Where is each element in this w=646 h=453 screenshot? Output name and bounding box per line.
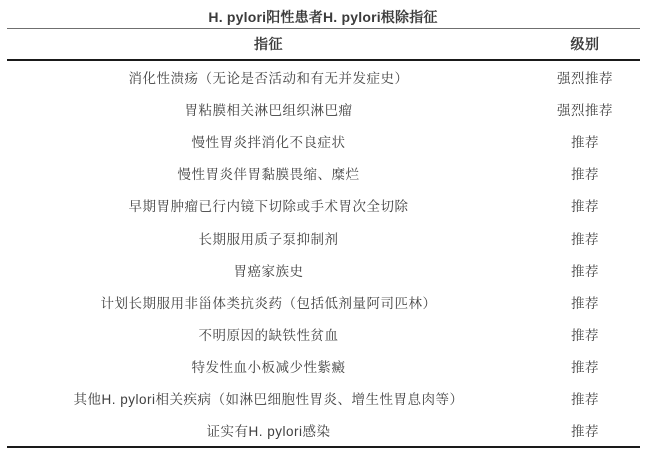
indication-cell: 胃癌家族史 [233, 263, 304, 279]
table-row [7, 189, 640, 221]
table-title: H. pylori阳性患者H. pylori根除指征 [208, 9, 438, 25]
level-cell: 推荐 [571, 135, 599, 151]
indication-cell: 不明原因的缺铁性贫血 [198, 327, 339, 343]
indication-cell: 早期胃肿瘤已行内镜下切除或手术胃次全切除 [128, 199, 409, 215]
level-cell: 推荐 [571, 359, 599, 375]
table-row [7, 93, 640, 125]
table-row [7, 286, 640, 318]
indication-cell: 慢性胃炎拌消化不良症状 [191, 135, 346, 151]
table-row [7, 125, 640, 157]
level-cell: 推荐 [571, 199, 599, 215]
level-cell: 推荐 [571, 327, 599, 343]
indication-cell: 特发性血小板减少性紫癜 [191, 359, 346, 375]
table-body [7, 61, 640, 446]
table-header-row [7, 29, 640, 61]
table-row [7, 157, 640, 189]
level-cell: 强烈推荐 [557, 71, 613, 87]
table-row [7, 318, 640, 350]
indication-cell: 胃粘膜相关淋巴组织淋巴瘤 [184, 103, 353, 119]
table-row [7, 254, 640, 286]
indications-table [7, 28, 640, 448]
level-cell: 推荐 [571, 391, 599, 407]
level-cell: 推荐 [571, 295, 599, 311]
indication-cell: 长期服用质子泵抑制剂 [198, 231, 339, 247]
table-row [7, 382, 640, 414]
column-header-indication: 指征 [254, 36, 283, 52]
level-cell: 推荐 [571, 231, 599, 247]
column-header-level: 级别 [570, 36, 600, 52]
level-cell: 推荐 [571, 424, 599, 440]
indication-cell: 慢性胃炎伴胃黏膜畏缩、糜烂 [177, 167, 360, 183]
indication-cell: 其他H. pylori相关疾病（如淋巴细胞性胃炎、增生性胃息肉等） [73, 391, 464, 407]
indication-cell: 消化性溃疡（无论是否活动和有无并发症史） [128, 71, 409, 87]
indication-cell: 计划长期服用非甾体类抗炎药（包括低剂量阿司匹林） [100, 295, 437, 311]
level-cell: 推荐 [571, 263, 599, 279]
indication-cell: 证实有H. pylori感染 [206, 424, 331, 440]
table-row [7, 221, 640, 253]
table-row [7, 350, 640, 382]
level-cell: 推荐 [571, 167, 599, 183]
table-row [7, 414, 640, 446]
table-row [7, 61, 640, 93]
level-cell: 强烈推荐 [557, 103, 613, 119]
